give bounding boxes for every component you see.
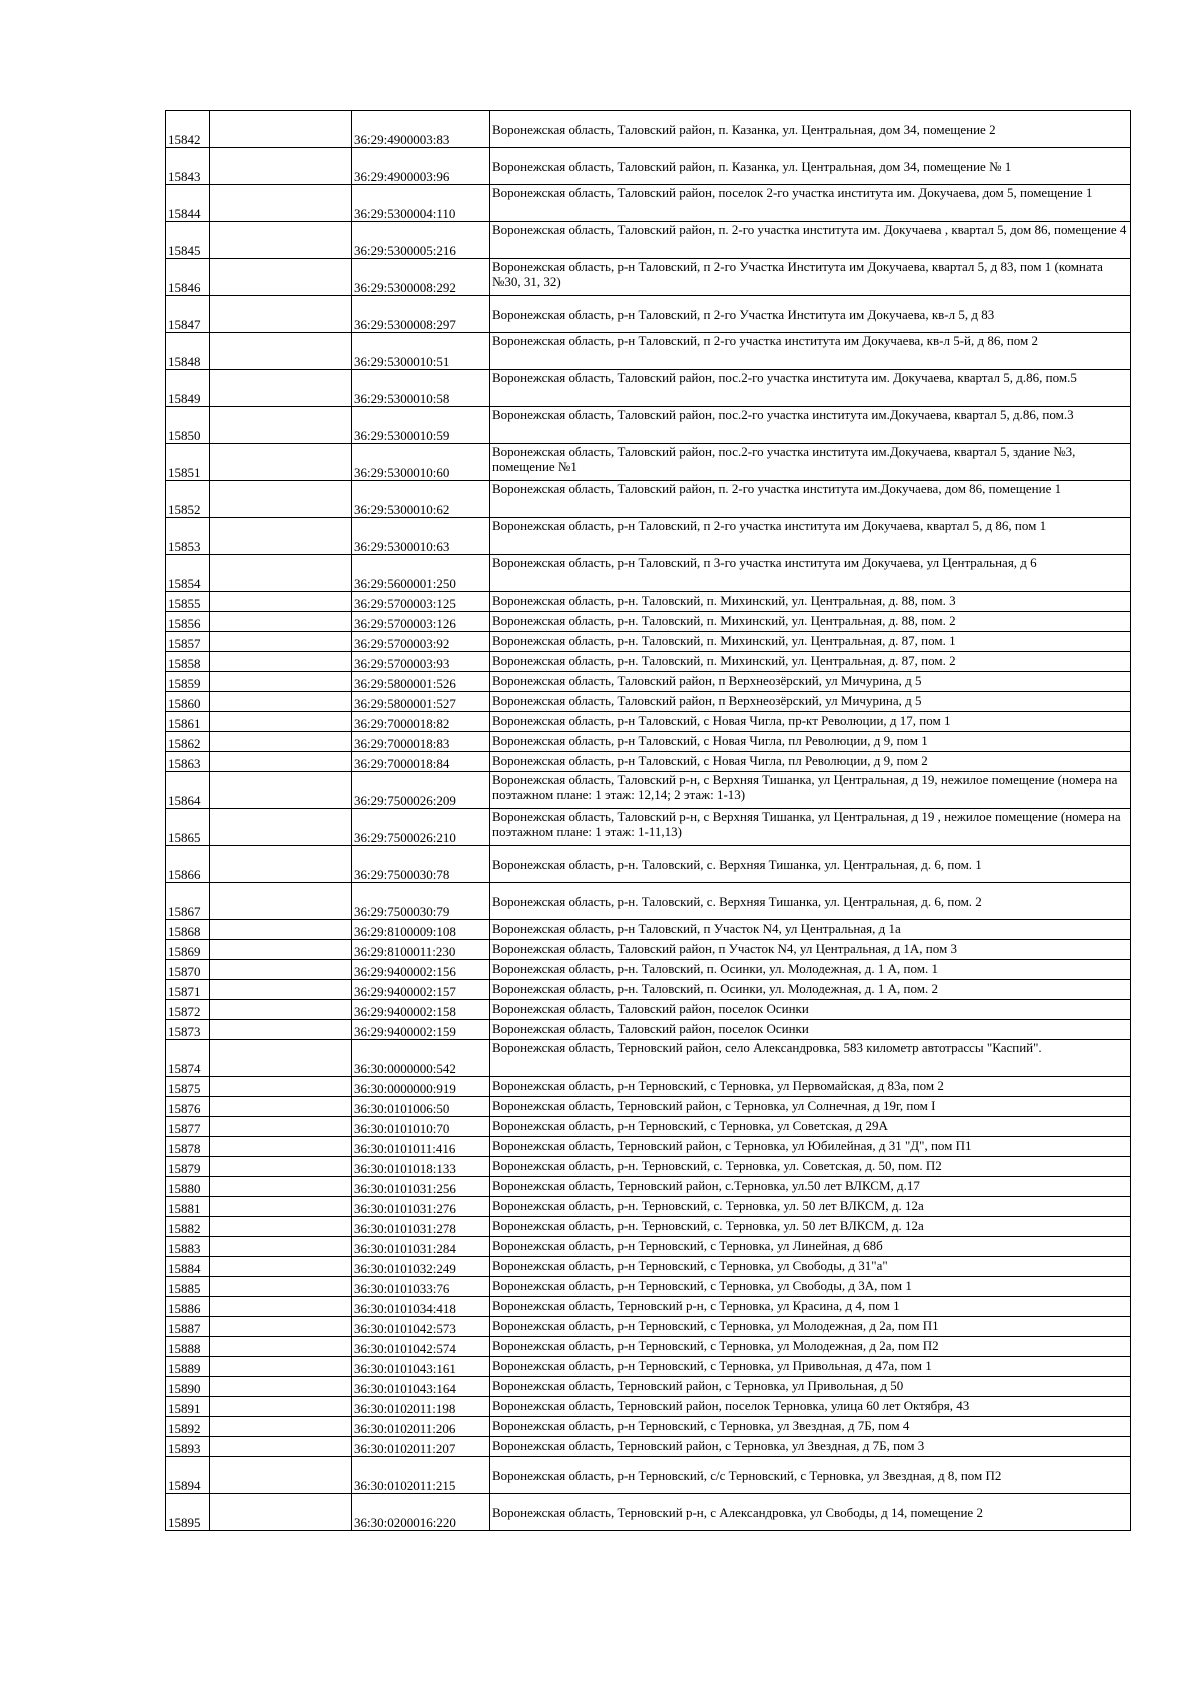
row-number: 15866 xyxy=(166,846,210,883)
cadastral-number: 36:29:9400002:156 xyxy=(352,960,490,980)
table-row xyxy=(166,185,1131,222)
empty-cell xyxy=(210,1020,352,1040)
table-row xyxy=(166,846,1131,883)
row-number: 15848 xyxy=(166,333,210,370)
cadastral-number: 36:30:0101011:416 xyxy=(352,1137,490,1157)
row-number: 15876 xyxy=(166,1097,210,1117)
row-number: 15863 xyxy=(166,752,210,772)
object-address: Воронежская область, Терновский р-н, с Терновка, ул Красина, д 4, пом 1 xyxy=(490,1297,1131,1317)
cadastral-number: 36:29:9400002:157 xyxy=(352,980,490,1000)
object-address: Воронежская область, Таловский район, пос.2-го участка института им.Докучаева, квартал 5, д.86, пом.3 xyxy=(490,407,1131,444)
object-address: Воронежская область, Таловский район, пос.2-го участка института им. Докучаева, квартал 5, д.86, пом.5 xyxy=(490,370,1131,407)
object-address: Воронежская область, р-н Терновский, с Терновка, ул Молодежная, д 2а, пом П1 xyxy=(490,1317,1131,1337)
row-number: 15845 xyxy=(166,222,210,259)
object-address: Воронежская область, Таловский район, п. 2-го участка института им.Докучаева, дом 86, помещение 1 xyxy=(490,481,1131,518)
object-address: Воронежская область, Таловский район, п Участок N4, ул Центральная, д 1А, пом 3 xyxy=(490,940,1131,960)
table-row xyxy=(166,1277,1131,1297)
cadastral-number: 36:29:9400002:159 xyxy=(352,1020,490,1040)
object-address: Воронежская область, р-н Терновский, с Терновка, ул Советская, д 29А xyxy=(490,1117,1131,1137)
object-address: Воронежская область, Таловский район, поселок Осинки xyxy=(490,1020,1131,1040)
table-row xyxy=(166,1097,1131,1117)
empty-cell xyxy=(210,518,352,555)
object-address: Воронежская область, р-н Терновский, с Терновка, ул Первомайская, д 83а, пом 2 xyxy=(490,1077,1131,1097)
table-row xyxy=(166,1197,1131,1217)
empty-cell xyxy=(210,672,352,692)
object-address: Воронежская область, р-н Таловский, с Новая Чигла, пр-кт Революции, д 17, пом 1 xyxy=(490,712,1131,732)
empty-cell xyxy=(210,960,352,980)
row-number: 15881 xyxy=(166,1197,210,1217)
table-row xyxy=(166,1117,1131,1137)
table-row xyxy=(166,1020,1131,1040)
cadastral-number: 36:30:0101042:573 xyxy=(352,1317,490,1337)
object-address: Воронежская область, р-н Терновский, с Терновка, ул Молодежная, д 2а, пом П2 xyxy=(490,1337,1131,1357)
table-row xyxy=(166,1317,1131,1337)
empty-cell xyxy=(210,370,352,407)
table-row xyxy=(166,444,1131,481)
row-number: 15859 xyxy=(166,672,210,692)
cadastral-number: 36:29:5700003:126 xyxy=(352,612,490,632)
cadastral-number: 36:29:5300010:59 xyxy=(352,407,490,444)
empty-cell xyxy=(210,296,352,333)
empty-cell xyxy=(210,1357,352,1377)
object-address: Воронежская область, р-н Терновский, с/с Терновский, с Терновка, ул Звездная, д 8, пом П2 xyxy=(490,1457,1131,1494)
object-address: Воронежская область, р-н Таловский, п 2-го Участка Института им Докучаева, кв-л 5, д 83 xyxy=(490,296,1131,333)
table-row xyxy=(166,296,1131,333)
empty-cell xyxy=(210,1077,352,1097)
table-row xyxy=(166,1494,1131,1531)
object-address: Воронежская область, Таловский район, п Верхнеозёрский, ул Мичурина, д 5 xyxy=(490,692,1131,712)
row-number: 15886 xyxy=(166,1297,210,1317)
row-number: 15862 xyxy=(166,732,210,752)
empty-cell xyxy=(210,1417,352,1437)
empty-cell xyxy=(210,185,352,222)
row-number: 15888 xyxy=(166,1337,210,1357)
cadastral-number: 36:29:5800001:527 xyxy=(352,692,490,712)
table-row xyxy=(166,370,1131,407)
cadastral-number: 36:29:5300010:62 xyxy=(352,481,490,518)
table-row xyxy=(166,920,1131,940)
cadastral-number: 36:29:5700003:125 xyxy=(352,592,490,612)
object-address: Воронежская область, р-н Таловский, с Новая Чигла, пл Революции, д 9, пом 2 xyxy=(490,752,1131,772)
row-number: 15882 xyxy=(166,1217,210,1237)
table-row xyxy=(166,692,1131,712)
cadastral-number: 36:30:0102011:198 xyxy=(352,1397,490,1417)
empty-cell xyxy=(210,712,352,732)
table-row xyxy=(166,222,1131,259)
object-address: Воронежская область, р-н. Терновский, с. Терновка, ул. 50 лет ВЛКСМ, д. 12а xyxy=(490,1217,1131,1237)
object-address: Воронежская область, р-н. Таловский, п. Михинский, ул. Центральная, д. 87, пом. 2 xyxy=(490,652,1131,672)
empty-cell xyxy=(210,1237,352,1257)
object-address: Воронежская область, Терновский район, с Терновка, ул Звездная, д 7Б, пом 3 xyxy=(490,1437,1131,1457)
table-row xyxy=(166,148,1131,185)
table-row xyxy=(166,672,1131,692)
table-row xyxy=(166,1137,1131,1157)
cadastral-number: 36:29:5300010:58 xyxy=(352,370,490,407)
cadastral-number: 36:30:0101031:278 xyxy=(352,1217,490,1237)
table-row xyxy=(166,1457,1131,1494)
cadastral-number: 36:29:4900003:96 xyxy=(352,148,490,185)
empty-cell xyxy=(210,222,352,259)
table-row xyxy=(166,809,1131,846)
cadastral-number: 36:30:0101031:276 xyxy=(352,1197,490,1217)
object-address: Воронежская область, р-н Терновский, с Терновка, ул Привольная, д 47а, пом 1 xyxy=(490,1357,1131,1377)
row-number: 15890 xyxy=(166,1377,210,1397)
table-row xyxy=(166,752,1131,772)
table-row xyxy=(166,1040,1131,1077)
empty-cell xyxy=(210,148,352,185)
empty-cell xyxy=(210,1000,352,1020)
table-row xyxy=(166,612,1131,632)
empty-cell xyxy=(210,632,352,652)
empty-cell xyxy=(210,809,352,846)
object-address: Воронежская область, р-н. Таловский, п. Михинский, ул. Центральная, д. 88, пом. 3 xyxy=(490,592,1131,612)
row-number: 15847 xyxy=(166,296,210,333)
object-address: Воронежская область, Терновский район, с Терновка, ул Юбилейная, д 31 "Д", пом П1 xyxy=(490,1137,1131,1157)
row-number: 15884 xyxy=(166,1257,210,1277)
empty-cell xyxy=(210,259,352,296)
table-row xyxy=(166,1257,1131,1277)
empty-cell xyxy=(210,1377,352,1397)
object-address: Воронежская область, Таловский район, п Верхнеозёрский, ул Мичурина, д 5 xyxy=(490,672,1131,692)
object-address: Воронежская область, Таловский район, п. Казанка, ул. Центральная, дом 34, помещение 2 xyxy=(490,111,1131,148)
cadastral-number: 36:29:5300008:297 xyxy=(352,296,490,333)
cadastral-number: 36:30:0101034:418 xyxy=(352,1297,490,1317)
row-number: 15860 xyxy=(166,692,210,712)
cadastral-number: 36:30:0102011:215 xyxy=(352,1457,490,1494)
table-row xyxy=(166,940,1131,960)
row-number: 15894 xyxy=(166,1457,210,1494)
table-row xyxy=(166,1000,1131,1020)
object-address: Воронежская область, р-н. Терновский, с. Терновка, ул. Советская, д. 50, пом. П2 xyxy=(490,1157,1131,1177)
row-number: 15887 xyxy=(166,1317,210,1337)
empty-cell xyxy=(210,481,352,518)
cadastral-number: 36:30:0000000:542 xyxy=(352,1040,490,1077)
cadastral-number: 36:30:0102011:206 xyxy=(352,1417,490,1437)
row-number: 15873 xyxy=(166,1020,210,1040)
cadastral-number: 36:29:5600001:250 xyxy=(352,555,490,592)
empty-cell xyxy=(210,1157,352,1177)
table-row xyxy=(166,1437,1131,1457)
table-row xyxy=(166,1417,1131,1437)
row-number: 15868 xyxy=(166,920,210,940)
object-address: Воронежская область, Терновский район, село Александровка, 583 километр автотрассы "Каспий". xyxy=(490,1040,1131,1077)
row-number: 15855 xyxy=(166,592,210,612)
object-address: Воронежская область, р-н. Таловский, с. Верхняя Тишанка, ул. Центральная, д. 6, пом. 2 xyxy=(490,883,1131,920)
object-address: Воронежская область, р-н Таловский, п 2-го Участка Института им Докучаева, квартал 5, д 83, пом 1 (комната №30, 31, 32) xyxy=(490,259,1131,296)
row-number: 15850 xyxy=(166,407,210,444)
cadastral-number: 36:29:5300010:63 xyxy=(352,518,490,555)
row-number: 15893 xyxy=(166,1437,210,1457)
row-number: 15891 xyxy=(166,1397,210,1417)
object-address: Воронежская область, р-н. Таловский, п. Осинки, ул. Молодежная, д. 1 А, пом. 1 xyxy=(490,960,1131,980)
cadastral-number: 36:29:7500026:210 xyxy=(352,809,490,846)
row-number: 15870 xyxy=(166,960,210,980)
cadastral-number: 36:30:0101033:76 xyxy=(352,1277,490,1297)
empty-cell xyxy=(210,1257,352,1277)
table-row xyxy=(166,407,1131,444)
row-number: 15872 xyxy=(166,1000,210,1020)
cadastral-number: 36:29:5300010:60 xyxy=(352,444,490,481)
cadastral-number: 36:29:5700003:92 xyxy=(352,632,490,652)
empty-cell xyxy=(210,1197,352,1217)
cadastral-number: 36:30:0102011:207 xyxy=(352,1437,490,1457)
cadastral-number: 36:30:0101031:256 xyxy=(352,1177,490,1197)
empty-cell xyxy=(210,940,352,960)
cadastral-number: 36:29:7000018:82 xyxy=(352,712,490,732)
table-row xyxy=(166,732,1131,752)
row-number: 15857 xyxy=(166,632,210,652)
empty-cell xyxy=(210,652,352,672)
object-address: Воронежская область, Терновский район, с.Терновка, ул.50 лет ВЛКСМ, д.17 xyxy=(490,1177,1131,1197)
row-number: 15869 xyxy=(166,940,210,960)
empty-cell xyxy=(210,407,352,444)
row-number: 15846 xyxy=(166,259,210,296)
row-number: 15877 xyxy=(166,1117,210,1137)
empty-cell xyxy=(210,1177,352,1197)
object-address: Воронежская область, Терновский район, поселок Терновка, улица 60 лет Октября, 43 xyxy=(490,1397,1131,1417)
object-address: Воронежская область, Терновский р-н, с Александровка, ул Свободы, д 14, помещение 2 xyxy=(490,1494,1131,1531)
row-number: 15843 xyxy=(166,148,210,185)
cadastral-number: 36:30:0200016:220 xyxy=(352,1494,490,1531)
empty-cell xyxy=(210,883,352,920)
table-row xyxy=(166,980,1131,1000)
table-row xyxy=(166,632,1131,652)
row-number: 15851 xyxy=(166,444,210,481)
table-row xyxy=(166,333,1131,370)
cadastral-number: 36:29:7500026:209 xyxy=(352,772,490,809)
table-row xyxy=(166,259,1131,296)
table-row xyxy=(166,1237,1131,1257)
empty-cell xyxy=(210,772,352,809)
cadastral-number: 36:29:7500030:78 xyxy=(352,846,490,883)
cadastral-number: 36:30:0101031:284 xyxy=(352,1237,490,1257)
table-row xyxy=(166,592,1131,612)
cadastral-number: 36:29:5300010:51 xyxy=(352,333,490,370)
table-row xyxy=(166,481,1131,518)
empty-cell xyxy=(210,111,352,148)
empty-cell xyxy=(210,846,352,883)
empty-cell xyxy=(210,592,352,612)
empty-cell xyxy=(210,1437,352,1457)
object-address: Воронежская область, р-н Терновский, с Терновка, ул Свободы, д 3А, пом 1 xyxy=(490,1277,1131,1297)
object-address: Воронежская область, Таловский район, поселок Осинки xyxy=(490,1000,1131,1020)
object-address: Воронежская область, р-н Терновский, с Терновка, ул Линейная, д 68б xyxy=(490,1237,1131,1257)
cadastral-number: 36:30:0101018:133 xyxy=(352,1157,490,1177)
object-address: Воронежская область, р-н Терновский, с Терновка, ул Звездная, д 7Б, пом 4 xyxy=(490,1417,1131,1437)
cadastral-number: 36:29:5300004:110 xyxy=(352,185,490,222)
object-address: Воронежская область, р-н Терновский, с Терновка, ул Свободы, д 31"а" xyxy=(490,1257,1131,1277)
table-row xyxy=(166,1297,1131,1317)
object-address: Воронежская область, р-н. Таловский, п. Михинский, ул. Центральная, д. 87, пом. 1 xyxy=(490,632,1131,652)
table-row xyxy=(166,1157,1131,1177)
object-address: Воронежская область, Таловский р-н, с Верхняя Тишанка, ул Центральная, д 19, нежилое помещение (номера на поэтажном плане: 1 этаж: 12,14; 2 этаж: 1-13) xyxy=(490,772,1131,809)
row-number: 15895 xyxy=(166,1494,210,1531)
object-address: Воронежская область, Таловский район, пос.2-го участка института им.Докучаева, квартал 5, здание №3, помещение №1 xyxy=(490,444,1131,481)
empty-cell xyxy=(210,612,352,632)
cadastral-number: 36:29:5800001:526 xyxy=(352,672,490,692)
object-address: Воронежская область, р-н Таловский, п 3-го участка института им Докучаева, ул Центральная, д 6 xyxy=(490,555,1131,592)
empty-cell xyxy=(210,752,352,772)
empty-cell xyxy=(210,920,352,940)
cadastral-number: 36:30:0000000:919 xyxy=(352,1077,490,1097)
empty-cell xyxy=(210,1097,352,1117)
object-address: Воронежская область, р-н. Таловский, с. Верхняя Тишанка, ул. Центральная, д. 6, пом. 1 xyxy=(490,846,1131,883)
empty-cell xyxy=(210,1397,352,1417)
table-row xyxy=(166,1377,1131,1397)
object-address: Воронежская область, р-н Таловский, с Новая Чигла, пл Революции, д 9, пом 1 xyxy=(490,732,1131,752)
object-address: Воронежская область, Таловский р-н, с Верхняя Тишанка, ул Центральная, д 19 , нежилое помещение (номера на поэтажном плане: 1 этаж: 1-11,13) xyxy=(490,809,1131,846)
row-number: 15849 xyxy=(166,370,210,407)
row-number: 15861 xyxy=(166,712,210,732)
table-row xyxy=(166,960,1131,980)
empty-cell xyxy=(210,1317,352,1337)
cadastral-number: 36:29:7000018:84 xyxy=(352,752,490,772)
row-number: 15842 xyxy=(166,111,210,148)
table-row xyxy=(166,1357,1131,1377)
registry-table-body xyxy=(166,111,1131,1531)
row-number: 15878 xyxy=(166,1137,210,1157)
row-number: 15856 xyxy=(166,612,210,632)
table-row xyxy=(166,1337,1131,1357)
empty-cell xyxy=(210,555,352,592)
cadastral-number: 36:29:8100009:108 xyxy=(352,920,490,940)
row-number: 15880 xyxy=(166,1177,210,1197)
row-number: 15879 xyxy=(166,1157,210,1177)
cadastral-number: 36:30:0101042:574 xyxy=(352,1337,490,1357)
empty-cell xyxy=(210,444,352,481)
object-address: Воронежская область, р-н Таловский, п 2-го участка института им Докучаева, квартал 5, д 86, пом 1 xyxy=(490,518,1131,555)
empty-cell xyxy=(210,1277,352,1297)
row-number: 15889 xyxy=(166,1357,210,1377)
object-address: Воронежская область, р-н. Таловский, п. Осинки, ул. Молодежная, д. 1 А, пом. 2 xyxy=(490,980,1131,1000)
table-row xyxy=(166,1217,1131,1237)
row-number: 15853 xyxy=(166,518,210,555)
object-address: Воронежская область, р-н Таловский, п 2-го участка института им Докучаева, кв-л 5-й, д 86, пом 2 xyxy=(490,333,1131,370)
table-row xyxy=(166,111,1131,148)
object-address: Воронежская область, Таловский район, поселок 2-го участка института им. Докучаева, дом 5, помещение 1 xyxy=(490,185,1131,222)
row-number: 15874 xyxy=(166,1040,210,1077)
object-address: Воронежская область, р-н Таловский, п Участок N4, ул Центральная, д 1а xyxy=(490,920,1131,940)
cadastral-number: 36:30:0101006:50 xyxy=(352,1097,490,1117)
empty-cell xyxy=(210,1494,352,1531)
empty-cell xyxy=(210,333,352,370)
row-number: 15858 xyxy=(166,652,210,672)
table-row xyxy=(166,883,1131,920)
row-number: 15885 xyxy=(166,1277,210,1297)
table-row xyxy=(166,1177,1131,1197)
row-number: 15883 xyxy=(166,1237,210,1257)
table-row xyxy=(166,772,1131,809)
object-address: Воронежская область, Терновский район, с Терновка, ул Привольная, д 50 xyxy=(490,1377,1131,1397)
object-address: Воронежская область, р-н. Таловский, п. Михинский, ул. Центральная, д. 88, пом. 2 xyxy=(490,612,1131,632)
row-number: 15865 xyxy=(166,809,210,846)
row-number: 15864 xyxy=(166,772,210,809)
cadastral-number: 36:29:9400002:158 xyxy=(352,1000,490,1020)
table-row xyxy=(166,712,1131,732)
registry-table xyxy=(165,110,1131,1531)
cadastral-number: 36:29:5300005:216 xyxy=(352,222,490,259)
cadastral-number: 36:29:4900003:83 xyxy=(352,111,490,148)
cadastral-number: 36:29:7500030:79 xyxy=(352,883,490,920)
row-number: 15854 xyxy=(166,555,210,592)
empty-cell xyxy=(210,1457,352,1494)
object-address: Воронежская область, Таловский район, п. 2-го участка института им. Докучаева , квартал 5, дом 86, помещение 4 xyxy=(490,222,1131,259)
cadastral-number: 36:29:5700003:93 xyxy=(352,652,490,672)
cadastral-number: 36:29:5300008:292 xyxy=(352,259,490,296)
row-number: 15844 xyxy=(166,185,210,222)
object-address: Воронежская область, Таловский район, п. Казанка, ул. Центральная, дом 34, помещение № 1 xyxy=(490,148,1131,185)
row-number: 15852 xyxy=(166,481,210,518)
empty-cell xyxy=(210,1137,352,1157)
table-row xyxy=(166,652,1131,672)
empty-cell xyxy=(210,1297,352,1317)
table-row xyxy=(166,518,1131,555)
cadastral-number: 36:30:0101043:161 xyxy=(352,1357,490,1377)
empty-cell xyxy=(210,980,352,1000)
empty-cell xyxy=(210,1040,352,1077)
empty-cell xyxy=(210,1217,352,1237)
table-row xyxy=(166,1397,1131,1417)
object-address: Воронежская область, р-н. Терновский, с. Терновка, ул. 50 лет ВЛКСМ, д. 12а xyxy=(490,1197,1131,1217)
empty-cell xyxy=(210,1117,352,1137)
row-number: 15875 xyxy=(166,1077,210,1097)
empty-cell xyxy=(210,692,352,712)
cadastral-number: 36:29:7000018:83 xyxy=(352,732,490,752)
row-number: 15892 xyxy=(166,1417,210,1437)
table-row xyxy=(166,1077,1131,1097)
cadastral-number: 36:30:0101043:164 xyxy=(352,1377,490,1397)
empty-cell xyxy=(210,732,352,752)
empty-cell xyxy=(210,1337,352,1357)
cadastral-number: 36:30:0101032:249 xyxy=(352,1257,490,1277)
object-address: Воронежская область, Терновский район, с Терновка, ул Солнечная, д 19г, пом I xyxy=(490,1097,1131,1117)
row-number: 15867 xyxy=(166,883,210,920)
cadastral-number: 36:29:8100011:230 xyxy=(352,940,490,960)
row-number: 15871 xyxy=(166,980,210,1000)
table-row xyxy=(166,555,1131,592)
cadastral-number: 36:30:0101010:70 xyxy=(352,1117,490,1137)
